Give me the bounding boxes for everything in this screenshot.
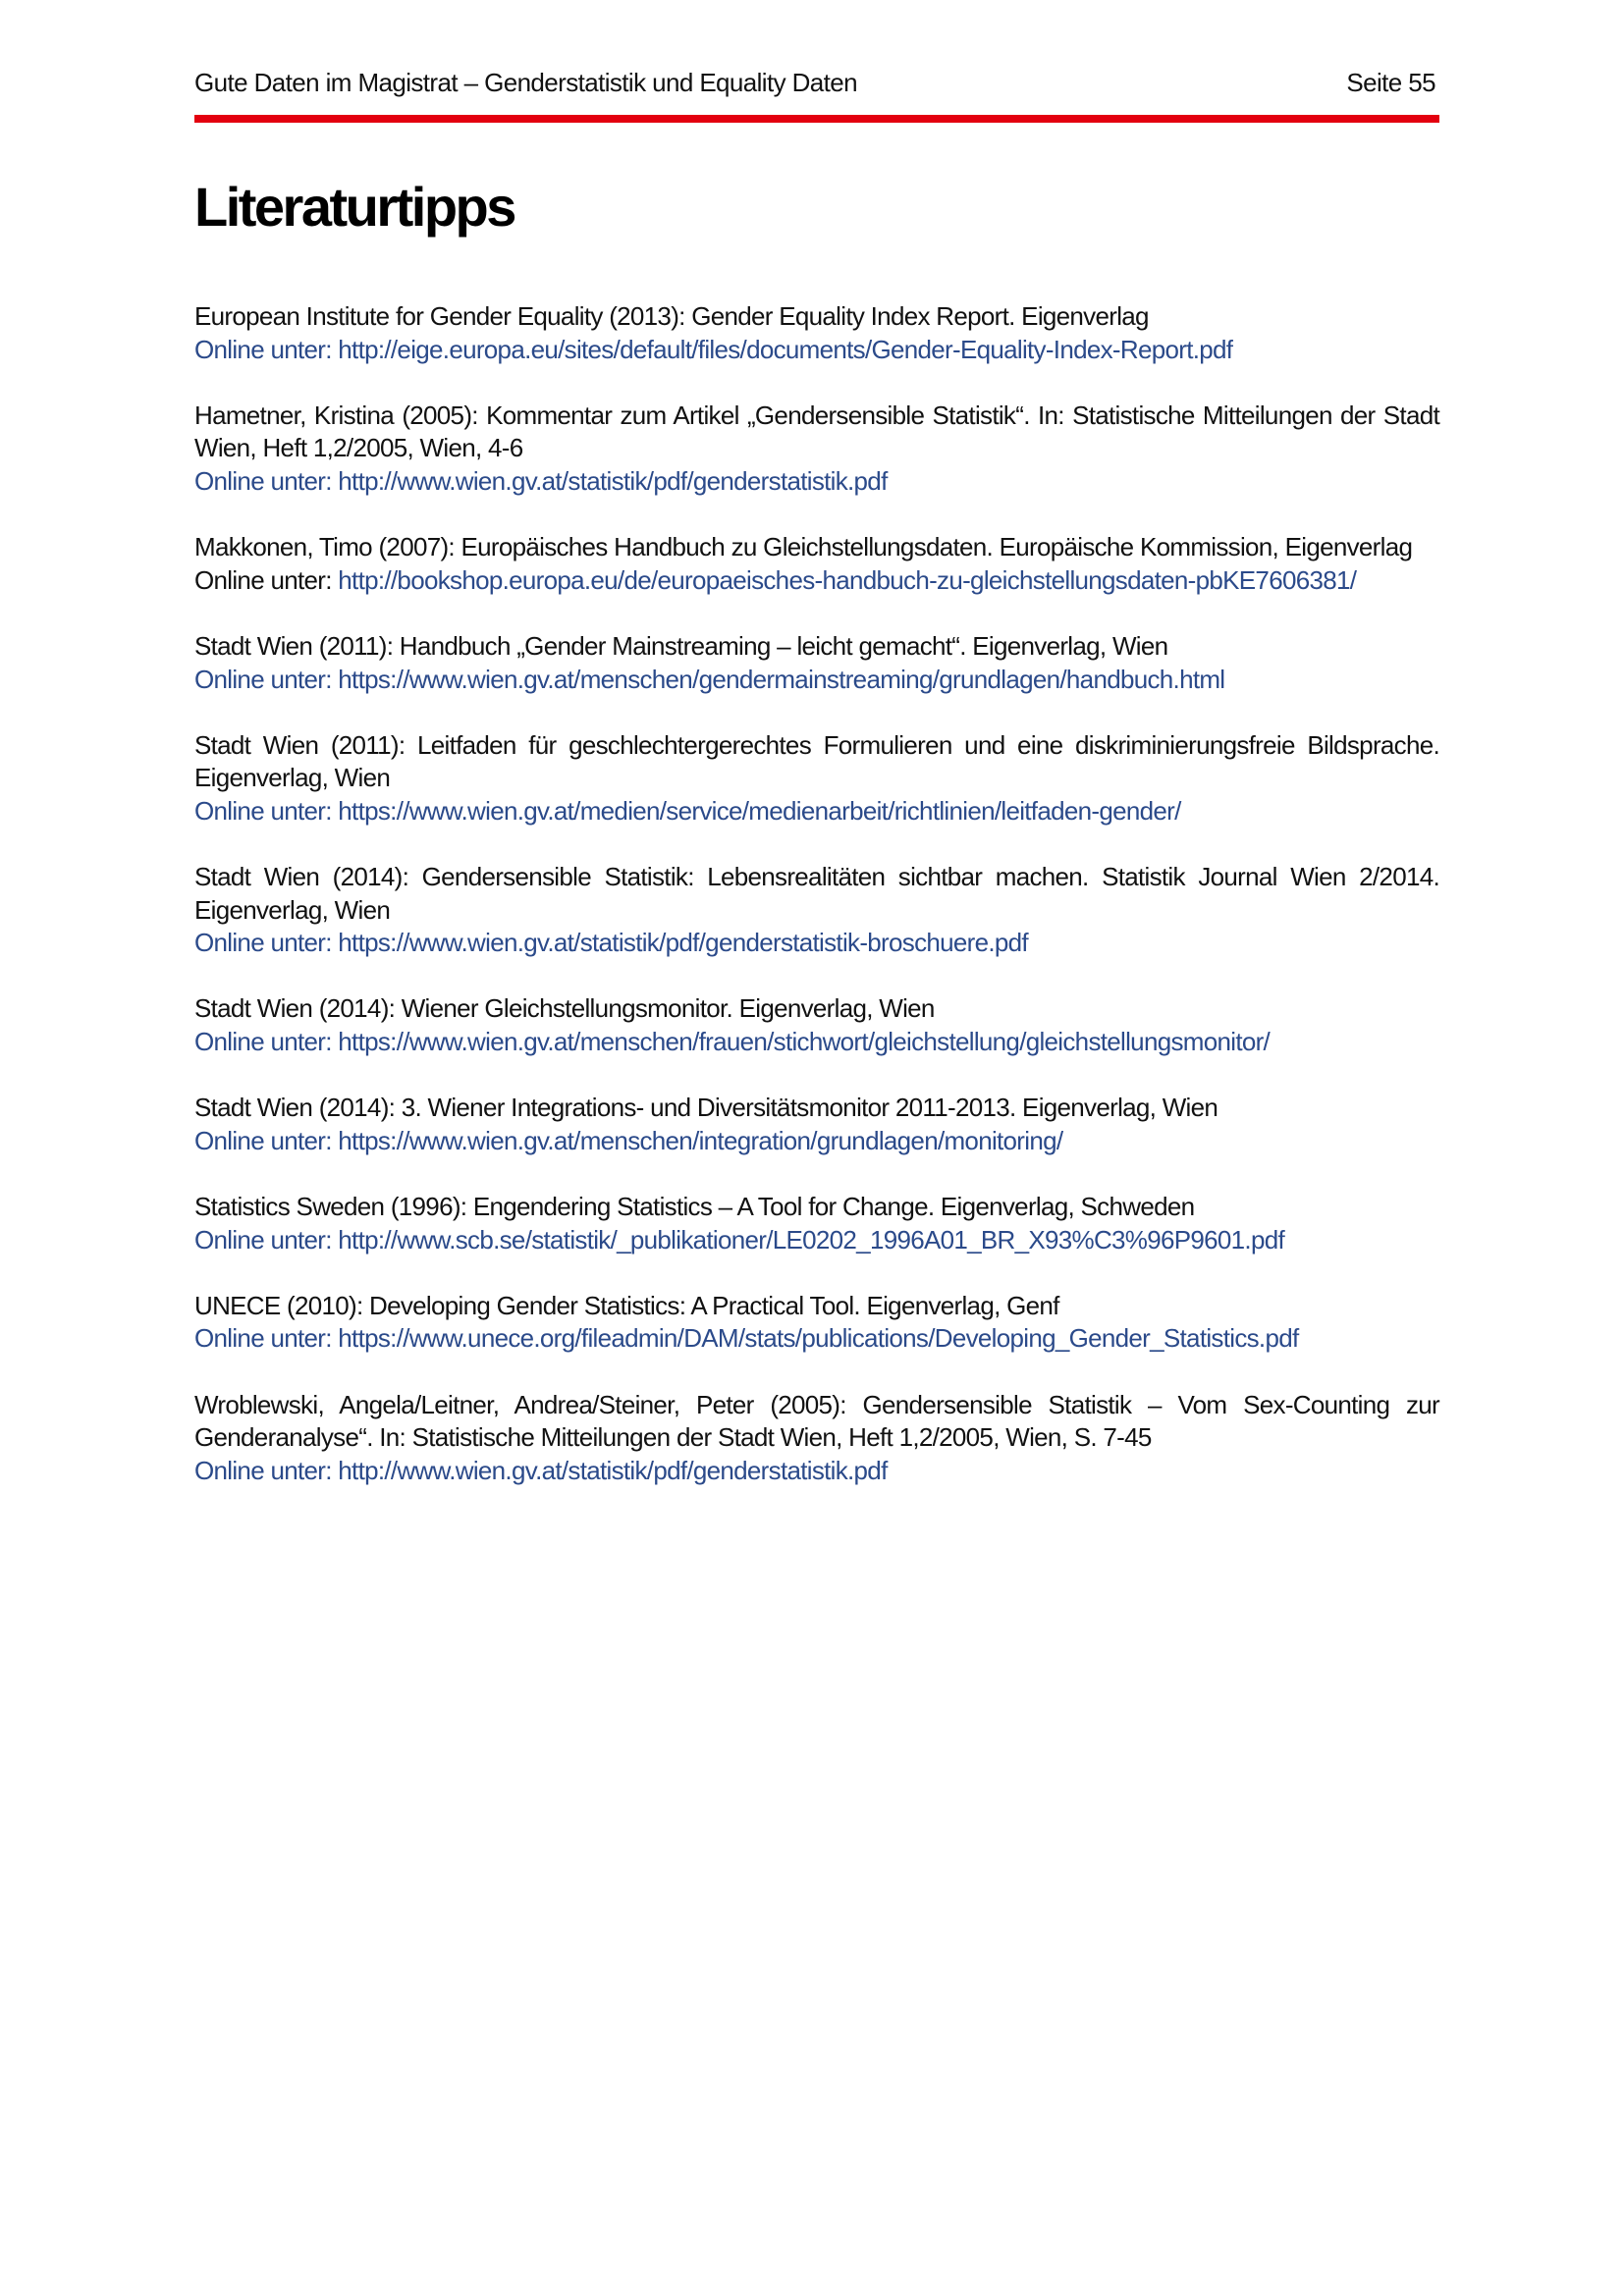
reference-online bbox=[194, 1224, 1439, 1257]
reference-citation: European Institute for Gender Equality (2013): Gender Equality Index Report. Eigenverlag bbox=[194, 301, 1149, 331]
reference-online bbox=[194, 795, 1439, 828]
reference-link[interactable]: http://eige.europa.eu/sites/default/files/documents/Gender-Equality-Index-Report.pdf bbox=[338, 334, 1233, 364]
reference-link[interactable]: https://www.wien.gv.at/statistik/pdf/genderstatistik-broschuere.pdf bbox=[338, 928, 1028, 958]
reference-entry bbox=[194, 531, 1439, 597]
reference-entry bbox=[194, 729, 1439, 828]
online-prefix: Online unter: bbox=[194, 465, 339, 496]
reference-list bbox=[194, 300, 1439, 1521]
reference-citation: Stadt Wien (2014): 3. Wiener Integrations- und Diversitätsmonitor 2011-2013. Eigenverlag, Wien bbox=[194, 1093, 1218, 1123]
header-title: Gute Daten im Magistrat – Genderstatistik und Equality Daten bbox=[194, 68, 858, 97]
online-prefix: Online unter: bbox=[194, 1323, 339, 1354]
reference-citation: Makkonen, Timo (2007): Europäisches Handbuch zu Gleichstellungsdaten. Europäische Kommission, Eigenverlag bbox=[194, 532, 1413, 562]
online-prefix: Online unter: bbox=[194, 928, 339, 958]
reference-citation: Hametner, Kristina (2005): Kommentar zum Artikel „Gendersensible Statistik“. In: Statistische Mitteilungen der Stadt Wien, Heft 1,2/2005, Wien, 4-6 bbox=[194, 400, 1439, 463]
online-prefix: Online unter: bbox=[194, 795, 339, 826]
online-prefix: Online unter: bbox=[194, 1027, 339, 1057]
reference-online bbox=[194, 334, 1439, 367]
reference-citation: Wroblewski, Angela/Leitner, Andrea/Steiner, Peter (2005): Gendersensible Statistik – Vom Sex-Counting zur Genderanalyse“. In: Statistische Mitteilungen der Stadt Wien, Heft 1,2/2005, Wien, S. 7-45 bbox=[194, 1389, 1439, 1453]
reference-link[interactable]: https://www.wien.gv.at/menschen/integration/grundlagen/monitoring/ bbox=[338, 1125, 1063, 1155]
reference-link[interactable]: http://bookshop.europa.eu/de/europaeisches-handbuch-zu-gleichstellungsdaten-pbKE7606381/ bbox=[338, 564, 1357, 595]
online-prefix: Online unter: bbox=[194, 1455, 339, 1485]
reference-link[interactable]: http://www.wien.gv.at/statistik/pdf/genderstatistik.pdf bbox=[338, 465, 888, 496]
page-title: Literaturtipps bbox=[194, 176, 514, 238]
reference-entry bbox=[194, 1290, 1439, 1356]
online-prefix: Online unter: bbox=[194, 664, 339, 694]
reference-citation: Stadt Wien (2011): Handbuch „Gender Mainstreaming – leicht gemacht“. Eigenverlag, Wien bbox=[194, 630, 1168, 661]
reference-link[interactable]: https://www.wien.gv.at/menschen/frauen/stichwort/gleichstellung/gleichstellungsmonitor/ bbox=[338, 1027, 1271, 1057]
reference-citation: Stadt Wien (2014): Wiener Gleichstellungsmonitor. Eigenverlag, Wien bbox=[194, 993, 935, 1024]
reference-link[interactable]: http://www.wien.gv.at/statistik/pdf/genderstatistik.pdf bbox=[338, 1455, 888, 1485]
reference-entry bbox=[194, 300, 1439, 366]
reference-citation: Stadt Wien (2011): Leitfaden für geschlechtergerechtes Formulieren und eine diskriminierungsfreie Bildsprache. Eigenverlag, Wien bbox=[194, 729, 1439, 793]
online-prefix: Online unter: bbox=[194, 1125, 339, 1155]
reference-link[interactable]: https://www.wien.gv.at/menschen/gendermainstreaming/grundlagen/handbuch.html bbox=[338, 664, 1225, 694]
reference-link[interactable]: https://www.unece.org/fileadmin/DAM/stats/publications/Developing_Gender_Statistics.pdf bbox=[338, 1323, 1299, 1354]
reference-online bbox=[194, 1455, 1439, 1488]
header-divider bbox=[194, 115, 1439, 123]
reference-entry bbox=[194, 400, 1439, 499]
reference-entry bbox=[194, 861, 1439, 960]
reference-online bbox=[194, 564, 1439, 598]
reference-online bbox=[194, 1322, 1439, 1356]
reference-link[interactable]: http://www.scb.se/statistik/_publikationer/LE0202_1996A01_BR_X93%C3%96P9601.pdf bbox=[338, 1224, 1284, 1255]
reference-online bbox=[194, 1026, 1439, 1059]
online-prefix: Online unter: bbox=[194, 1224, 339, 1255]
running-header bbox=[194, 65, 1439, 100]
reference-online bbox=[194, 664, 1439, 697]
reference-citation: Stadt Wien (2014): Gendersensible Statistik: Lebensrealitäten sichtbar machen. Statistik Journal Wien 2/2014. Eigenverlag, Wien bbox=[194, 862, 1439, 925]
reference-link[interactable]: https://www.wien.gv.at/medien/service/medienarbeit/richtlinien/leitfaden-gender/ bbox=[338, 795, 1181, 826]
online-prefix: Online unter: bbox=[194, 564, 339, 595]
online-prefix: Online unter: bbox=[194, 334, 339, 364]
reference-entry bbox=[194, 992, 1439, 1058]
reference-online bbox=[194, 927, 1439, 960]
reference-entry bbox=[194, 1092, 1439, 1157]
reference-citation: UNECE (2010): Developing Gender Statistics: A Practical Tool. Eigenverlag, Genf bbox=[194, 1290, 1059, 1320]
reference-citation: Statistics Sweden (1996): Engendering Statistics – A Tool for Change. Eigenverlag, Schweden bbox=[194, 1192, 1195, 1222]
page-number: Seite 55 bbox=[1346, 68, 1435, 97]
reference-online bbox=[194, 465, 1439, 499]
reference-online bbox=[194, 1125, 1439, 1158]
reference-entry bbox=[194, 630, 1439, 696]
reference-entry bbox=[194, 1191, 1439, 1256]
reference-entry bbox=[194, 1389, 1439, 1488]
